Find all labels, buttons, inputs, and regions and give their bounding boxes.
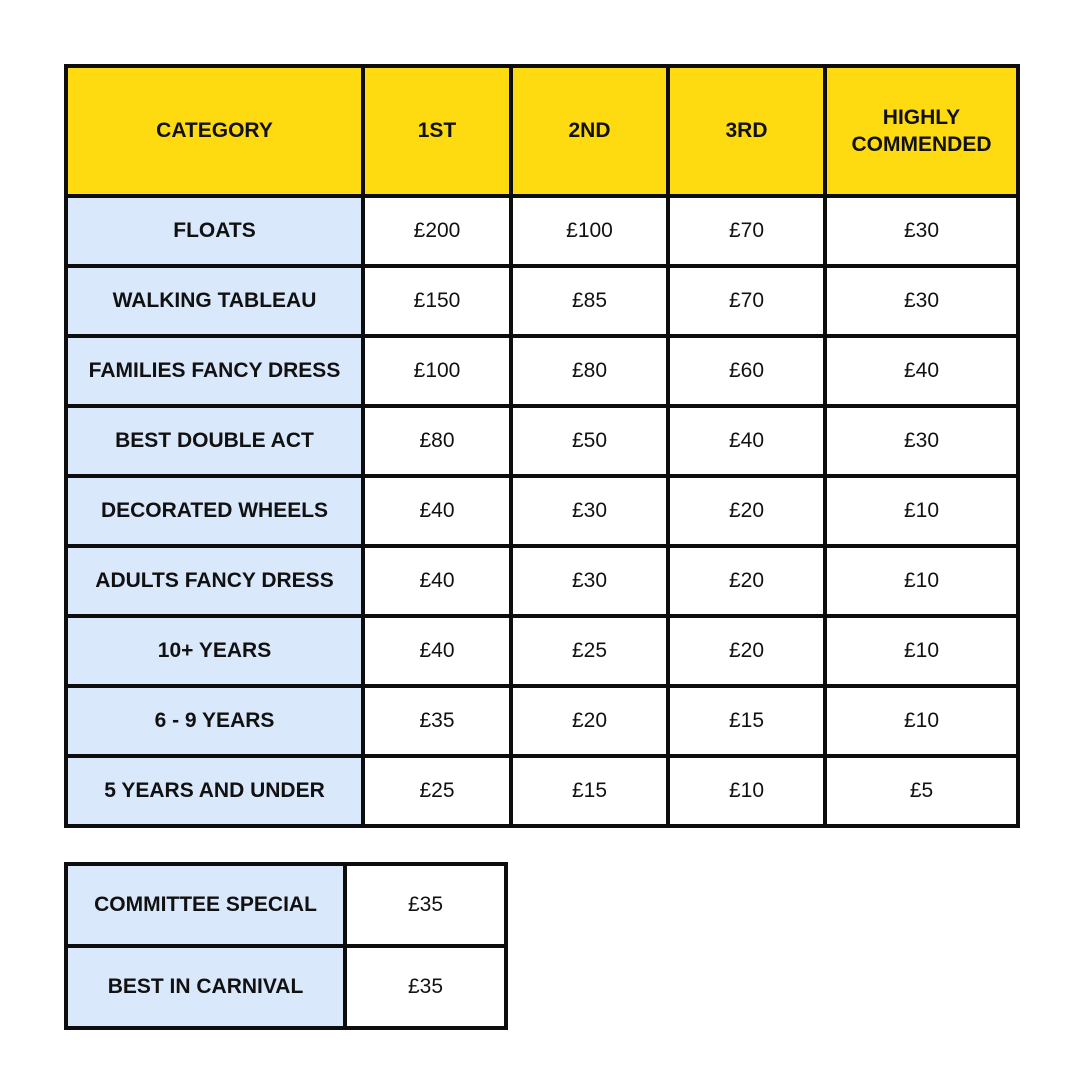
- third-prize-cell: £20: [668, 546, 825, 616]
- first-prize-cell: £25: [363, 756, 511, 826]
- special-value-cell: £35: [345, 864, 506, 946]
- first-prize-cell: £40: [363, 616, 511, 686]
- first-prize-cell: £35: [363, 686, 511, 756]
- highly-commended-cell: £10: [825, 546, 1018, 616]
- table-row: [66, 476, 1018, 546]
- header-highly-commended: HIGHLY COMMENDED: [825, 66, 1018, 196]
- first-prize-cell: £100: [363, 336, 511, 406]
- third-prize-cell: £10: [668, 756, 825, 826]
- table-row: [66, 946, 506, 1028]
- category-cell: BEST DOUBLE ACT: [66, 406, 363, 476]
- highly-commended-cell: £30: [825, 196, 1018, 266]
- third-prize-cell: £60: [668, 336, 825, 406]
- second-prize-cell: £50: [511, 406, 668, 476]
- first-prize-cell: £80: [363, 406, 511, 476]
- second-prize-cell: £25: [511, 616, 668, 686]
- category-cell: FAMILIES FANCY DRESS: [66, 336, 363, 406]
- table-row: [66, 196, 1018, 266]
- highly-commended-cell: £30: [825, 406, 1018, 476]
- special-category-cell: COMMITTEE SPECIAL: [66, 864, 345, 946]
- second-prize-cell: £30: [511, 476, 668, 546]
- first-prize-cell: £40: [363, 476, 511, 546]
- table-row: [66, 546, 1018, 616]
- highly-commended-cell: £10: [825, 476, 1018, 546]
- third-prize-cell: £15: [668, 686, 825, 756]
- first-prize-cell: £40: [363, 546, 511, 616]
- table-row: [66, 864, 506, 946]
- second-prize-cell: £30: [511, 546, 668, 616]
- category-cell: ADULTS FANCY DRESS: [66, 546, 363, 616]
- category-cell: 10+ YEARS: [66, 616, 363, 686]
- category-cell: FLOATS: [66, 196, 363, 266]
- highly-commended-cell: £10: [825, 686, 1018, 756]
- category-cell: WALKING TABLEAU: [66, 266, 363, 336]
- table-row: [66, 336, 1018, 406]
- second-prize-cell: £85: [511, 266, 668, 336]
- table-row: [66, 756, 1018, 826]
- highly-commended-cell: £30: [825, 266, 1018, 336]
- third-prize-cell: £70: [668, 266, 825, 336]
- table-row: [66, 616, 1018, 686]
- category-cell: DECORATED WHEELS: [66, 476, 363, 546]
- highly-commended-cell: £40: [825, 336, 1018, 406]
- table-row: [66, 406, 1018, 476]
- table-row: [66, 266, 1018, 336]
- header-2nd: 2ND: [511, 66, 668, 196]
- prize-table: [64, 64, 1020, 828]
- special-value-cell: £35: [345, 946, 506, 1028]
- first-prize-cell: £200: [363, 196, 511, 266]
- second-prize-cell: £20: [511, 686, 668, 756]
- second-prize-cell: £80: [511, 336, 668, 406]
- third-prize-cell: £40: [668, 406, 825, 476]
- header-3rd: 3RD: [668, 66, 825, 196]
- highly-commended-cell: £10: [825, 616, 1018, 686]
- special-prizes-table: [64, 862, 508, 1030]
- second-prize-cell: £100: [511, 196, 668, 266]
- category-cell: 6 - 9 YEARS: [66, 686, 363, 756]
- first-prize-cell: £150: [363, 266, 511, 336]
- third-prize-cell: £20: [668, 616, 825, 686]
- special-category-cell: BEST IN CARNIVAL: [66, 946, 345, 1028]
- second-prize-cell: £15: [511, 756, 668, 826]
- table-row: [66, 686, 1018, 756]
- highly-commended-cell: £5: [825, 756, 1018, 826]
- header-1st: 1ST: [363, 66, 511, 196]
- category-cell: 5 YEARS AND UNDER: [66, 756, 363, 826]
- header-row: [66, 66, 1018, 196]
- header-category: CATEGORY: [66, 66, 363, 196]
- third-prize-cell: £20: [668, 476, 825, 546]
- third-prize-cell: £70: [668, 196, 825, 266]
